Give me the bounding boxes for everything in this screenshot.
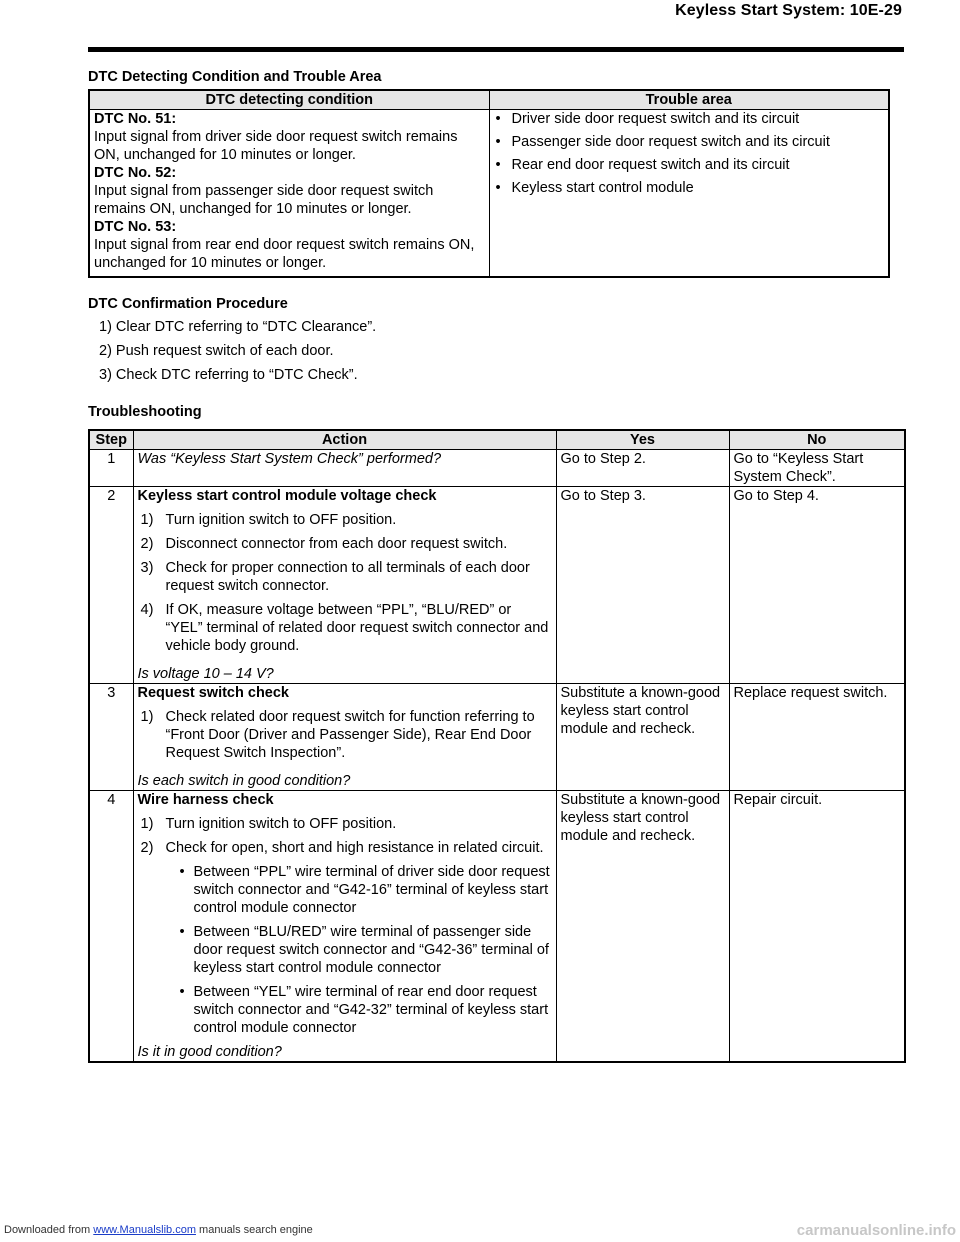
step-number: 3 (89, 684, 133, 791)
confirmation-step: 2) Push request switch of each door. (99, 343, 334, 359)
footer-prefix: Downloaded from (4, 1224, 91, 1236)
no-cell: Go to Step 4. (729, 487, 905, 684)
trouble-area-item: • Keyless start control module (494, 179, 885, 197)
trouble-area-item: • Passenger side door request switch and its circuit (494, 133, 885, 151)
troubleshooting-heading: Troubleshooting (88, 404, 202, 420)
table-row (89, 791, 905, 1063)
step-number: 1 (89, 450, 133, 487)
dtc-code: DTC No. 51: (94, 111, 177, 127)
step-title: Keyless start control module voltage check (137, 488, 437, 504)
action-cell (133, 450, 556, 487)
watermark: carmanualsonline.info (796, 1222, 956, 1239)
manualslib-link[interactable]: www.Manualslib.com (93, 1224, 196, 1236)
no-cell: Replace request switch. (729, 684, 905, 791)
page-header-title: Keyless Start System: 10E-29 (675, 2, 902, 19)
confirmation-step: 3) Check DTC referring to “DTC Check”. (99, 367, 358, 383)
action-item: 1) Turn ignition switch to OFF position. (140, 512, 397, 528)
footer-download-note (4, 1221, 313, 1239)
col-header-action: Action (133, 430, 556, 450)
dtc-condition-text: Input signal from driver side door request switch remains ON, unchanged for 10 minutes or longer. (94, 129, 458, 163)
sub-item: • Between “PPL” wire terminal of driver side door request switch connector and “G42-16” terminal of keyless start control module connector (179, 864, 550, 916)
sub-item: • Between “YEL” wire terminal of rear end door request switch connector and “G42-32” terminal of keyless start control module connector (179, 984, 549, 1036)
no-cell: Repair circuit. (729, 791, 905, 1063)
action-item: 3) Check for proper connection to all terminals of each door request switch connector. (140, 560, 530, 594)
no-cell: Go to “Keyless Start System Check”. (729, 450, 905, 487)
action-item: 4) If OK, measure voltage between “PPL”, “BLU/RED” or “YEL” terminal of related door request switch connector and vehicle body ground. (140, 602, 549, 654)
action-item: 2) Check for open, short and high resistance in related circuit. • Between “PPL” wire terminal of driver side door request switch connector and “G42-16” terminal of keyless start control module connector • Between “BLU/RED” wire terminal of passenger side door request switch connector and “G42-36” terminal of keyless start control module connector • Between “YEL” wire terminal of rear end door request switch connector and “G42-32” terminal of keyless start control module connector (140, 840, 550, 1036)
troubleshooting-table (88, 429, 906, 1063)
dtc-condition-text: Input signal from rear end door request switch remains ON, unchanged for 10 minutes or longer. (94, 237, 475, 271)
dtc-section-heading: DTC Detecting Condition and Trouble Area (88, 69, 382, 85)
col-header-trouble-area: Trouble area (489, 90, 889, 110)
trouble-area-item: • Driver side door request switch and its circuit (494, 110, 885, 128)
action-item: 2) Disconnect connector from each door request switch. (140, 536, 508, 552)
step-question: Is it in good condition? (137, 1044, 282, 1060)
step-question: Was “Keyless Start System Check” performed? (137, 451, 442, 467)
step-question: Is each switch in good condition? (137, 773, 351, 789)
action-cell (133, 487, 556, 684)
table-row (89, 684, 905, 791)
action-item: 1) Check related door request switch for function referring to “Front Door (Driver and Passenger Side), Rear End Door Request Switch Inspection”. (140, 709, 535, 761)
action-cell (133, 791, 556, 1063)
trouble-area-cell (489, 110, 889, 278)
yes-cell: Substitute a known-good keyless start control module and recheck. (556, 791, 729, 1063)
step-title: Wire harness check (137, 792, 274, 808)
dtc-code: DTC No. 53: (94, 219, 177, 235)
dtc-condition-table (88, 89, 890, 278)
sub-item: • Between “BLU/RED” wire terminal of passenger side door request switch connector and “G42-36” terminal of keyless start control module connector (179, 924, 549, 976)
action-item: 1) Turn ignition switch to OFF position. (140, 816, 397, 832)
yes-cell: Substitute a known-good keyless start control module and recheck. (556, 684, 729, 791)
footer-suffix: manuals search engine (199, 1224, 313, 1236)
step-number: 2 (89, 487, 133, 684)
col-header-condition: DTC detecting condition (89, 90, 489, 110)
confirmation-steps (99, 318, 376, 390)
col-header-yes: Yes (556, 430, 729, 450)
header-rule (88, 47, 904, 52)
step-question: Is voltage 10 – 14 V? (137, 666, 274, 682)
confirmation-heading: DTC Confirmation Procedure (88, 296, 288, 312)
confirmation-step: 1) Clear DTC referring to “DTC Clearance”. (99, 319, 377, 335)
step-number: 4 (89, 791, 133, 1063)
step-title: Request switch check (137, 685, 289, 701)
col-header-step: Step (89, 430, 133, 450)
table-row (89, 487, 905, 684)
dtc-conditions-cell (89, 110, 489, 278)
yes-cell: Go to Step 2. (556, 450, 729, 487)
dtc-condition-text: Input signal from passenger side door request switch remains ON, unchanged for 10 minutes or longer. (94, 183, 434, 217)
col-header-no: No (729, 430, 905, 450)
trouble-area-item: • Rear end door request switch and its circuit (494, 156, 885, 174)
action-cell (133, 684, 556, 791)
table-row (89, 450, 905, 487)
yes-cell: Go to Step 3. (556, 487, 729, 684)
dtc-code: DTC No. 52: (94, 165, 177, 181)
